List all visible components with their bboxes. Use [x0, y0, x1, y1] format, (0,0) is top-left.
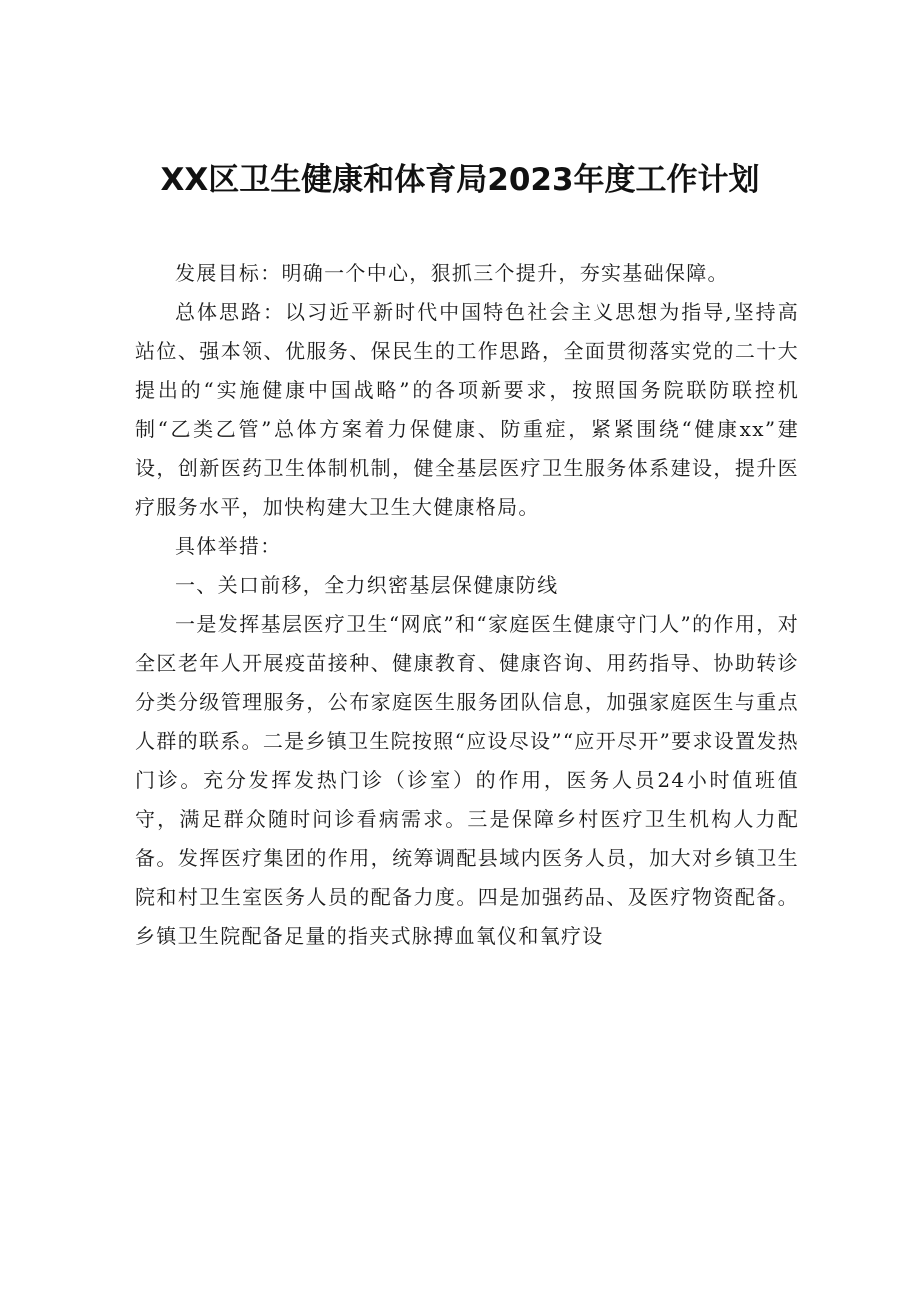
- paragraph-development-goal: 发展目标：明确一个中心，狠抓三个提升，夯实基础保障。: [175, 261, 729, 285]
- document-title: XX区卫生健康和体育局2023年度工作计划: [160, 162, 760, 198]
- document-body: [135, 254, 799, 956]
- paragraph-overall-approach: 总体思路：以习近平新时代中国特色社会主义思想为指导,坚持高站位、强本领、优服务、保民生的工作思路，全面贯彻落实党的二十大提出的“实施健康中国战略”的各项新要求，按照国务院联防联控机制“乙类乙管”总体方案着力保健康、防重症，紧紧围绕“健康xx”建设，创新医药卫生体制机制，健全基层医疗卫生服务体系建设，提升医疗服务水平，加快构建大卫生大健康格局。: [135, 300, 799, 519]
- section-heading-1: 一、关口前移，全力织密基层保健康防线: [175, 573, 559, 597]
- paragraph-specific-measures-heading: 具体举措：: [175, 534, 282, 558]
- paragraph-section-1-body: 一是发挥基层医疗卫生“网底”和“家庭医生健康守门人”的作用，对全区老年人开展疫苗接种、健康教育、健康咨询、用药指导、协助转诊分类分级管理服务，公布家庭医生服务团队信息，加强家庭医生与重点人群的联系。二是乡镇卫生院按照“应设尽设”“应开尽开”要求设置发热门诊。充分发挥发热门诊（诊室）的作用，医务人员24小时值班值守，满足群众随时问诊看病需求。三是保障乡村医疗卫生机构人力配备。发挥医疗集团的作用，统筹调配县域内医务人员，加大对乡镇卫生院和村卫生室医务人员的配备力度。四是加强药品、及医疗物资配备。乡镇卫生院配备足量的指夹式脉搏血氧仪和氧疗设: [135, 612, 799, 948]
